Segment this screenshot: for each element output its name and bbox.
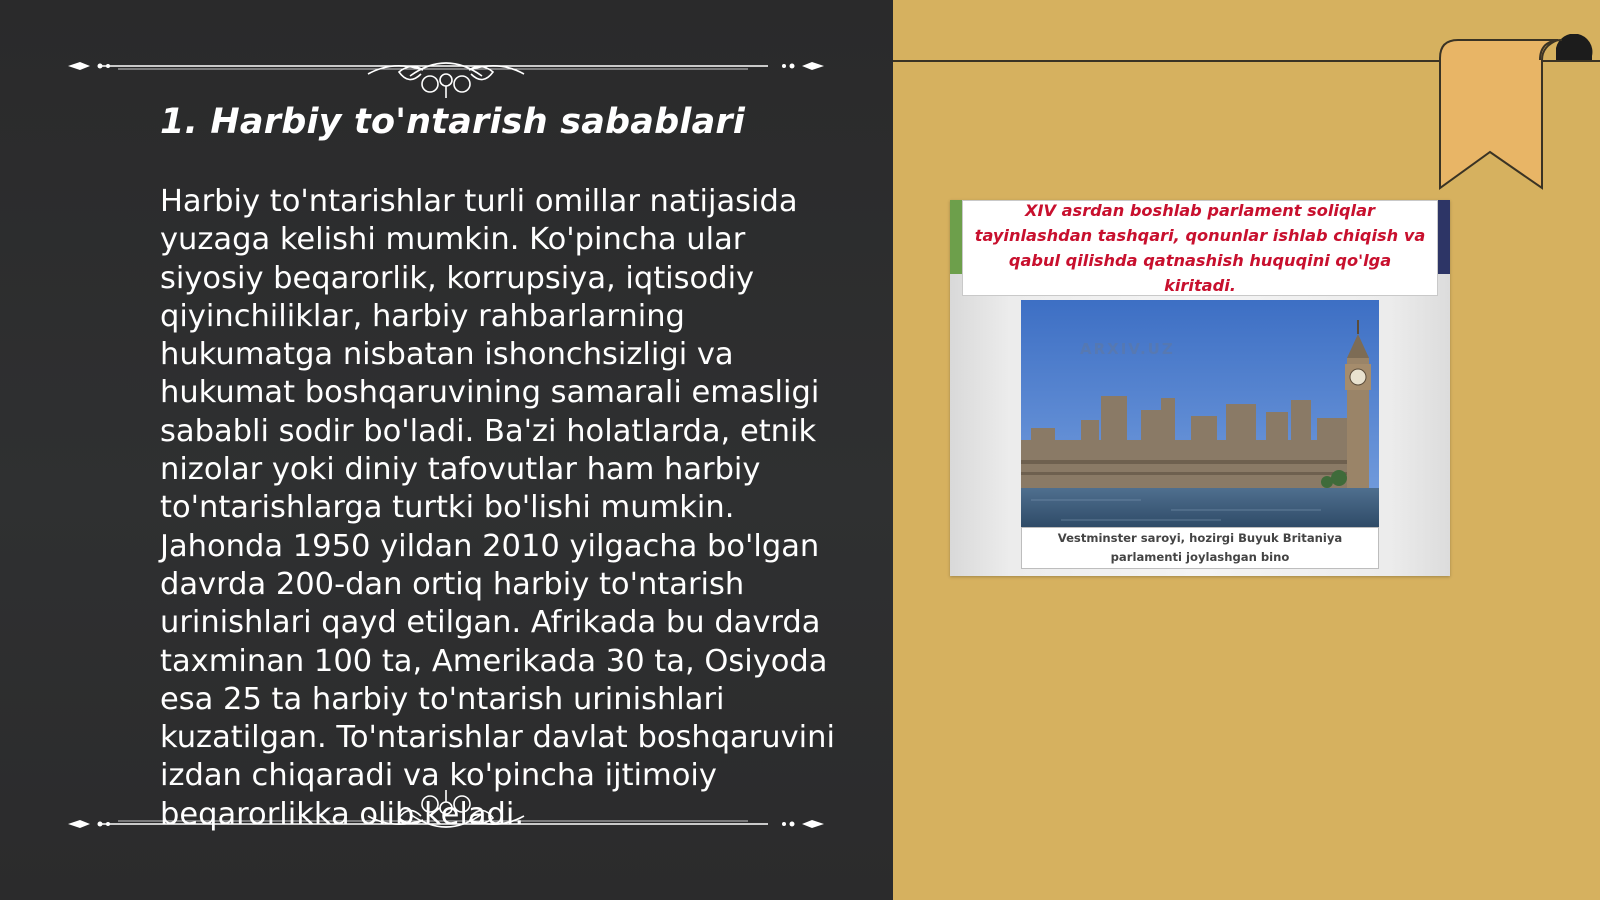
bookmark-ribbon-icon — [1430, 34, 1600, 204]
photo-caption: Vestminster saroyi, hozirgi Buyuk Britaniya parlamenti joylashgan bino — [1057, 531, 1343, 564]
westminster-palace-photo — [1021, 300, 1379, 528]
photo-caption-box — [1021, 527, 1379, 569]
image-card — [950, 200, 1450, 576]
card-caption: XIV asrdan boshlab parlament soliqlar tayinlashdan tashqari, qonunlar ishlab chiqish va qabul qilishda qatnashish huquqini qo'lga kiritadi. — [974, 201, 1426, 295]
slide-body-text: Harbiy to'ntarishlar turli omillar natijasida yuzaga kelishi mumkin. Ko'pincha ular siyosiy beqarorlik, korrupsiya, iqtisodiy qiyinchiliklar, harbiy rahbarlarning hukumatga nisbatan ishonchsizligi va hukumat boshqaruvining samarali emasligi sababli sodir bo'ladi. Ba'zi holatlarda, etnik nizolar yoki diniy tafovutlar ham harbiy to'ntarishlarga turtki bo'lishi mumkin. Jahonda 1950 yildan 2010 yilgacha bo'lgan davrda 200-dan ortiq harbiy to'ntarish urinishlari qayd etilgan. Afrikada bu davrda taxminan 100 ta, Amerikada 30 ta, Osiyoda esa 25 ta harbiy to'ntarish urinishlari kuzatilgan. To'ntarishlar davlat boshqaruvini izdan chiqaradi va ko'pincha ijtimoiy beqarorlikka olib keladi. — [160, 184, 835, 832]
card-accent-green — [950, 200, 962, 274]
card-caption-box — [962, 200, 1438, 296]
card-accent-navy — [1438, 200, 1450, 274]
ornamental-divider-icon — [68, 40, 824, 100]
slide-title: 1. Harbiy to'ntarish sabablari — [160, 102, 746, 142]
watermark-text: ARXIV.UZ — [1080, 340, 1175, 358]
